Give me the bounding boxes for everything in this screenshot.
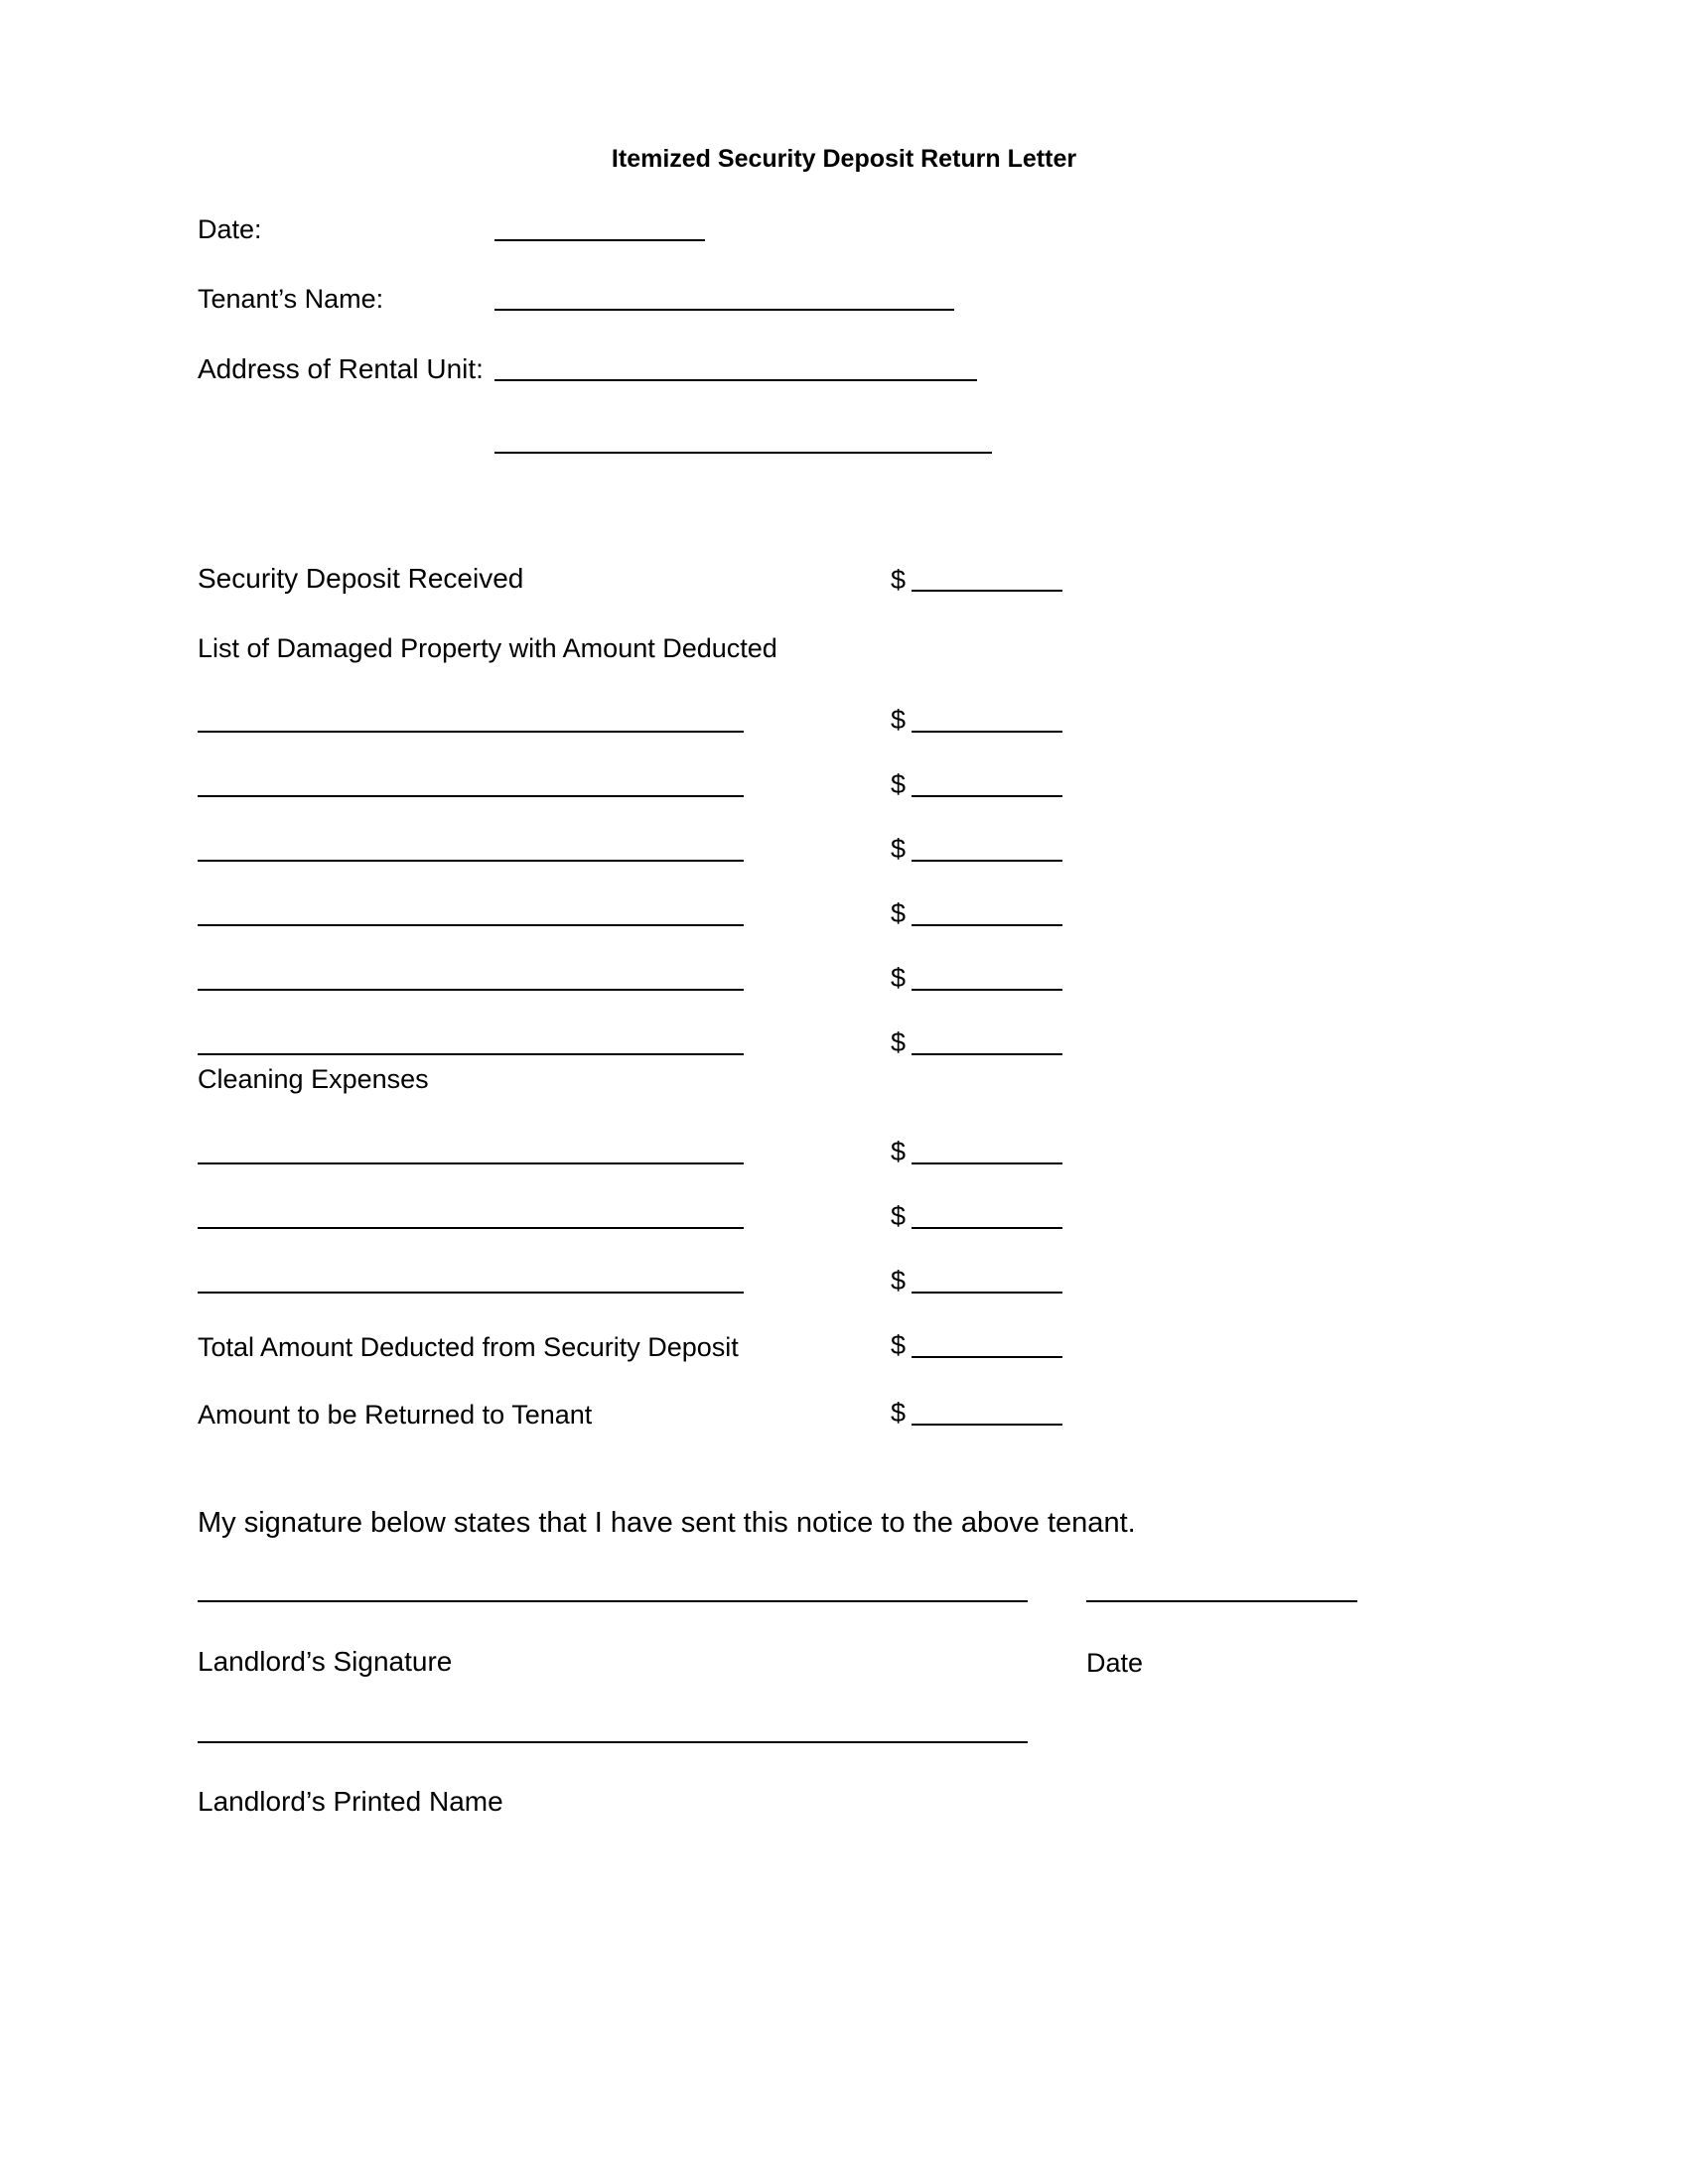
cleaning-item-description-field[interactable] — [198, 1292, 744, 1294]
list-item — [0, 1133, 1688, 1172]
damaged-item-amount-field[interactable] — [912, 731, 1062, 733]
list-item — [0, 959, 1688, 999]
damaged-item-amount-field[interactable] — [912, 924, 1062, 926]
deposit-received-label: Security Deposit Received — [198, 563, 524, 594]
list-item — [0, 830, 1688, 870]
cleaning-item-amount-field[interactable] — [912, 1227, 1062, 1229]
address-line2-field[interactable] — [494, 452, 992, 454]
damaged-item-description-field[interactable] — [198, 989, 744, 991]
currency-symbol: $ — [891, 565, 907, 595]
list-item — [0, 1024, 1688, 1063]
landlord-signature-field[interactable] — [198, 1600, 1028, 1602]
address-label: Address of Rental Unit: — [198, 353, 484, 384]
currency-symbol: $ — [891, 769, 907, 799]
returned-to-tenant-label: Amount to be Returned to Tenant — [198, 1400, 593, 1430]
currency-symbol: $ — [891, 834, 907, 864]
list-item — [0, 1262, 1688, 1301]
signature-date-field[interactable] — [1086, 1600, 1357, 1602]
landlord-printed-name-label: Landlord’s Printed Name — [198, 1786, 503, 1817]
total-deducted-amount-field[interactable] — [912, 1356, 1062, 1358]
cleaning-item-amount-field[interactable] — [912, 1292, 1062, 1294]
list-item — [0, 765, 1688, 805]
currency-symbol: $ — [891, 1137, 907, 1166]
list-item — [0, 701, 1688, 741]
currency-symbol: $ — [891, 705, 907, 735]
cleaning-item-amount-field[interactable] — [912, 1162, 1062, 1164]
signature-statement: My signature below states that I have sent this notice to the above tenant. — [198, 1507, 1136, 1539]
page-title: Itemized Security Deposit Return Letter — [611, 145, 1077, 173]
date-label: Date: — [198, 214, 262, 244]
returned-amount-field[interactable] — [912, 1424, 1062, 1426]
landlord-signature-label: Landlord’s Signature — [198, 1646, 453, 1677]
date-field[interactable] — [494, 239, 705, 241]
signature-date-label: Date — [1086, 1648, 1144, 1678]
list-item — [0, 894, 1688, 934]
damaged-property-heading: List of Damaged Property with Amount Deducted — [198, 633, 777, 663]
damaged-item-description-field[interactable] — [198, 795, 744, 797]
currency-symbol: $ — [891, 1266, 907, 1296]
list-item — [0, 1197, 1688, 1237]
damaged-item-amount-field[interactable] — [912, 989, 1062, 991]
currency-symbol: $ — [891, 963, 907, 993]
currency-symbol: $ — [891, 1201, 907, 1231]
address-line1-field[interactable] — [494, 379, 977, 381]
currency-symbol: $ — [891, 898, 907, 928]
landlord-printed-name-field[interactable] — [198, 1741, 1028, 1743]
cleaning-item-description-field[interactable] — [198, 1227, 744, 1229]
damaged-item-amount-field[interactable] — [912, 860, 1062, 862]
damaged-item-description-field[interactable] — [198, 924, 744, 926]
currency-symbol: $ — [891, 1398, 907, 1428]
cleaning-item-description-field[interactable] — [198, 1162, 744, 1164]
currency-symbol: $ — [891, 1027, 907, 1057]
damaged-item-description-field[interactable] — [198, 731, 744, 733]
cleaning-expenses-heading: Cleaning Expenses — [198, 1064, 429, 1094]
damaged-item-amount-field[interactable] — [912, 795, 1062, 797]
deposit-received-amount-field[interactable] — [912, 590, 1062, 592]
damaged-item-description-field[interactable] — [198, 860, 744, 862]
damaged-item-description-field[interactable] — [198, 1053, 744, 1055]
total-deducted-label: Total Amount Deducted from Security Deposit — [198, 1332, 739, 1362]
tenant-name-field[interactable] — [494, 309, 954, 311]
damaged-item-amount-field[interactable] — [912, 1053, 1062, 1055]
tenant-name-label: Tenant’s Name: — [198, 284, 384, 314]
currency-symbol: $ — [891, 1330, 907, 1360]
